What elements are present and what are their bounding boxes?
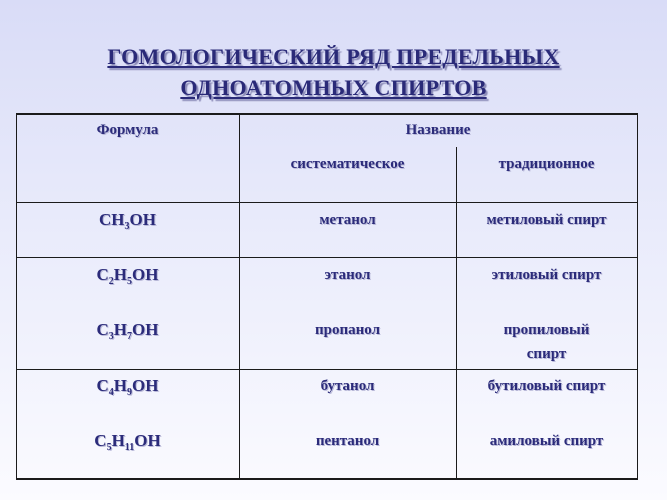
table-rule-bottom: [16, 478, 638, 480]
table-rule: [16, 257, 638, 258]
systematic-name-cell: пропанол: [315, 322, 380, 338]
traditional-name-cell: метиловый спирт: [486, 212, 607, 228]
systematic-name-cell: пентанол: [315, 433, 380, 449]
traditional-name-cell: этиловый спирт: [491, 267, 602, 283]
header-formula: Формула: [96, 122, 159, 138]
table-rule-top: [16, 113, 638, 115]
table-rule-right: [637, 113, 638, 480]
page-title-line-2: ОДНОАТОМНЫХ СПИРТОВ: [180, 75, 487, 100]
header-traditional: традиционное: [498, 156, 595, 172]
formula-cell: $C_2H_5OH$: [96, 265, 159, 287]
header-systematic: систематическое: [290, 156, 405, 172]
systematic-name-cell: метанол: [319, 212, 376, 228]
table-rule: [16, 202, 638, 203]
traditional-name-cell: пропиловый: [503, 322, 590, 338]
header-name: Название: [405, 122, 471, 138]
systematic-name-cell: бутанол: [320, 378, 375, 394]
formula-cell: $C_5H_{11}OH$: [94, 431, 161, 453]
table-rule: [456, 147, 457, 480]
traditional-name-cell: амиловый спирт: [489, 433, 604, 449]
formula-cell: $C_4H_9OH$: [96, 376, 159, 398]
formula-cell: $CH_3OH$: [99, 210, 156, 232]
traditional-name-cell-line-2: спирт: [526, 346, 567, 362]
page-title-line-1: ГОМОЛОГИЧЕСКИЙ РЯД ПРЕДЕЛЬНЫХ: [107, 44, 560, 69]
table-rule: [16, 369, 638, 370]
systematic-name-cell: этанол: [324, 267, 371, 283]
traditional-name-cell: бутиловый спирт: [487, 378, 606, 394]
table-rule-left: [16, 113, 17, 480]
formula-cell: $C_3H_7OH$: [96, 320, 159, 342]
